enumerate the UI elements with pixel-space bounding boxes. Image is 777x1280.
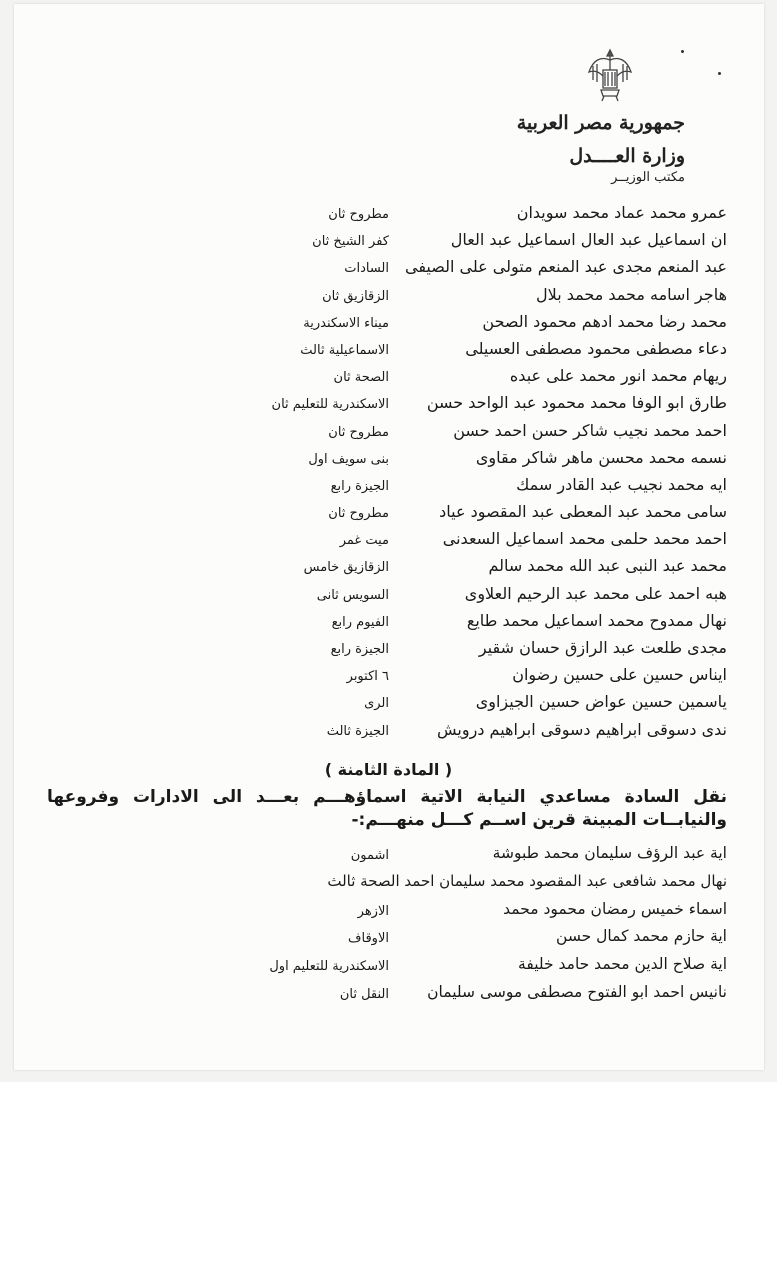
destination: كفر الشيخ ثان [312,234,389,250]
header-ministry: وزارة العــــدل [569,145,685,167]
destination: الصحة ثان [333,370,389,386]
person-name: محمد رضا محمد ادهم محمود الصحن [482,311,727,331]
destination: بنى سويف اول [308,451,389,467]
person-name: اية حازم محمد كمال حسن [556,927,727,946]
list-item [0,663,777,690]
list-item [0,310,777,337]
list-item [0,255,777,282]
destination: الاسكندرية للتعليم ثان [271,397,389,413]
destination: الزقازيق خامس [303,560,389,576]
scan-speck [681,50,684,53]
destination: ميناء الاسكندرية [303,315,389,331]
list-item [0,419,777,446]
destination: الازهر [357,903,389,919]
person-name: دعاء مصطفى محمود مصطفى العسيلى [465,338,727,358]
person-name: نانيس احمد ابو الفتوح مصطفى موسى سليمان [427,982,727,1001]
destination: الفيوم رابع [331,614,389,630]
list-item [0,337,777,364]
list-item [0,981,777,1009]
destination: مطروح ثان [328,506,389,522]
person-name: عمرو محمد عماد محمد سويدان [516,203,727,222]
destination: اشمون [350,848,389,863]
destination: ٦ اكتوبر [346,669,389,685]
list-item [0,554,777,581]
person-name: محمد عبد النبى عبد الله محمد سالم [488,556,727,576]
destination: الاوقاف [348,931,389,947]
person-name: ايناس حسين على حسين رضوان [512,665,727,685]
destination: الرى [364,696,389,712]
list-item [0,500,777,527]
person-name: نهال ممدوح محمد اسماعيل محمد طايع [466,610,727,630]
destination: الزقازيق ثان [322,288,389,304]
header-country: جمهورية مصر العربية [516,112,685,134]
person-name: ياسمين حسين عواض حسين الجيزاوى [475,692,727,712]
person-name: نسمه محمد محسن ماهر شاكر مقاوى [475,447,727,467]
list-item [0,473,777,500]
list-item [0,364,777,391]
list-item [0,446,777,473]
person-name: اية صلاح الدين محمد حامد خليفة [518,955,727,974]
destination: النقل ثان [339,986,389,1002]
egypt-eagle-emblem-icon [585,46,635,104]
person-name: ندى دسوقى ابراهيم دسوقى ابراهيم درويش [437,719,727,739]
person-name: عبد المنعم مجدى عبد المنعم متولى على الصيفى [404,257,727,277]
list-item [0,953,777,981]
list-item [0,228,777,255]
list-item [0,898,777,926]
list-item [0,925,777,953]
person-name: سامى محمد عبد المعطى عبد المقصود عياد [439,502,727,522]
destination: مطروح ثان [328,207,389,222]
person-name: اية عبد الرؤف سليمان محمد طبوشة [492,844,727,862]
destination: الجيزة رابع [330,478,389,494]
list-item [0,283,777,310]
destination: الاسكندرية للتعليم اول [269,959,389,975]
destination: الجيزة ثالث [326,723,389,739]
scan-speck [718,72,721,75]
list-item [0,582,777,609]
list-item [0,527,777,554]
person-name: اسماء خميس رمضان محمود محمد [503,899,727,918]
list-item [0,609,777,636]
destination: الاسماعيلية ثالث [300,342,389,358]
header-office: مكتب الوزيــر [611,170,685,185]
person-name-with-destination: نهال محمد شافعى عبد المقصود محمد سليمان احمد الصحة ثالث [327,871,727,890]
person-name: احمد محمد حلمى محمد اسماعيل السعدنى [442,529,727,549]
list-item [0,201,777,228]
person-name: هاجر اسامه محمد محمد بلال [536,284,727,304]
destination: السادات [344,261,389,277]
destination: الجيزة رابع [330,642,389,657]
transfer-list-2 [0,842,777,1009]
destination: مطروح ثان [328,424,389,440]
person-name: مجدى طلعت عبد الرازق حسان شقير [478,638,727,657]
person-name: ريهام محمد انور محمد على عبده [509,366,727,386]
person-name: ايه محمد نجيب عبد القادر سمك [516,474,727,494]
person-name: طارق ابو الوفا محمد محمود عبد الواحد حسن [426,393,727,413]
transfer-list-1 [0,201,777,745]
person-name: احمد محمد نجيب شاكر حسن احمد حسن [453,420,727,440]
list-item [0,391,777,418]
person-name: ان اسماعيل عبد العال اسماعيل عبد العال [450,230,727,250]
list-item [0,636,777,663]
list-item [0,842,777,870]
list-item [0,718,777,745]
destination: السويس ثانى [316,587,389,603]
list-item [0,690,777,717]
destination: ميت غمر [339,533,389,549]
person-name: هبه احمد على محمد عبد الرحيم العلاوى [464,583,727,603]
article-title: ( المادة الثامنة ) [324,760,453,779]
article-body: نقل السادة مساعدي النيابة الاتية اسماؤهـــم بعـــد الى الادارات وفروعها والنيابــات المبينة قرين اســم كـــل منهـــم:- [47,787,727,830]
list-item [0,870,777,898]
